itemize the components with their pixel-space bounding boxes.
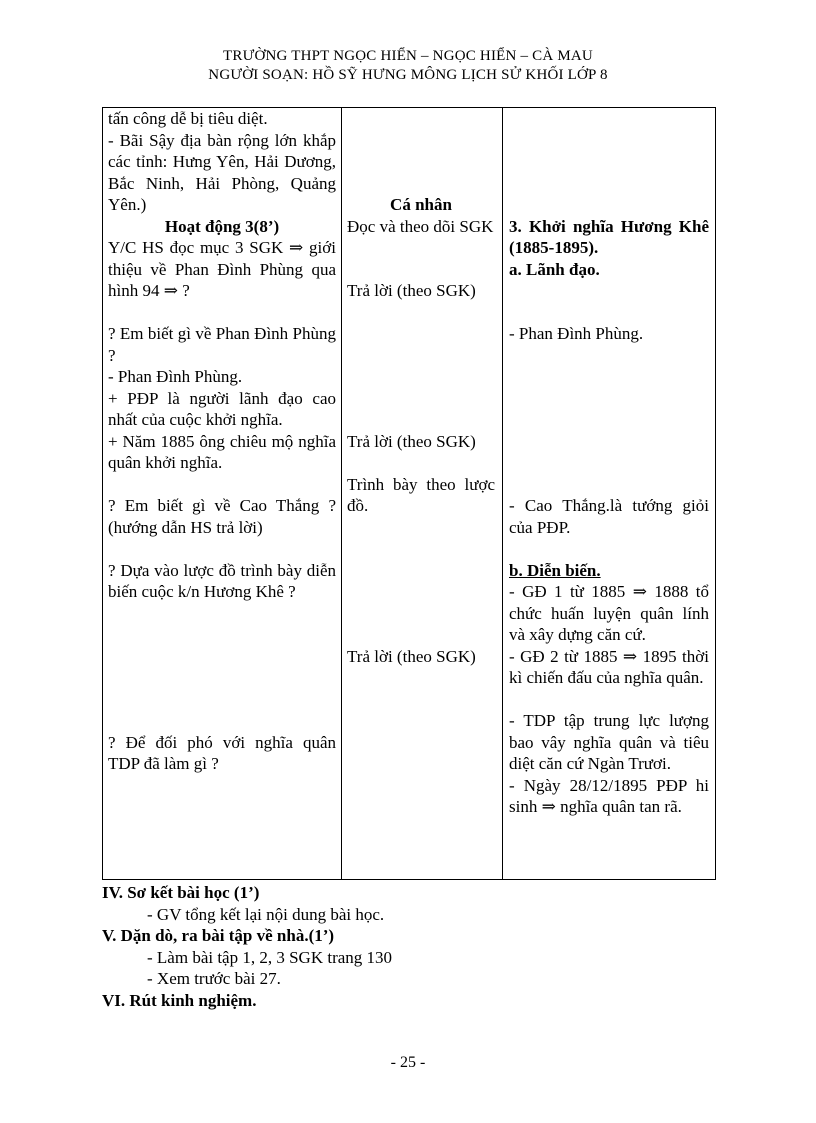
question: ? Để đối phó với nghĩa quân TDP đã làm gì ? bbox=[108, 732, 336, 773]
text-line: - Làm bài tập 1, 2, 3 SGK trang 130 bbox=[147, 947, 393, 967]
text-line: - GV tổng kết lại nội dung bài học. bbox=[147, 904, 385, 924]
subsection-heading: a. Lãnh đạo. bbox=[509, 259, 600, 279]
text-block: Y/C HS đọc mục 3 SGK ⇒ giới thiệu về Phan Đình Phùng qua hình 94 ⇒ ? bbox=[108, 238, 336, 300]
subsection-heading: b. Diễn biến. bbox=[509, 560, 601, 580]
text-line: - Phan Đình Phùng. bbox=[509, 324, 644, 343]
text-block: - Bãi Sậy địa bàn rộng lớn khắp các tỉnh: Hưng Yên, Hải Dương, Bắc Ninh, Hải Phòng, Quảng Yên.) bbox=[108, 130, 336, 214]
mode-heading: Cá nhân bbox=[390, 195, 452, 214]
text-block: - GĐ 1 từ 1885 ⇒ 1888 tổ chức huấn luyện quân lính và xây dựng căn cứ. bbox=[509, 582, 709, 644]
lesson-table bbox=[102, 107, 716, 880]
lesson-closing bbox=[102, 882, 722, 1011]
section-review-heading: VI. Rút kinh nghiệm. bbox=[102, 990, 257, 1010]
activity-heading: Hoạt động 3(8’) bbox=[164, 216, 280, 236]
header-school: TRƯỜNG THPT NGỌC HIỂN – NGỌC HIỂN – CÀ MAU bbox=[223, 48, 593, 64]
page-number: - 25 - bbox=[390, 1054, 426, 1071]
section-heading: 3. Khởi nghĩa Hương Khê (1885-1895). bbox=[509, 216, 709, 257]
question: ? Em biết gì về Phan Đình Phùng ? bbox=[108, 324, 336, 365]
page-header bbox=[0, 47, 816, 85]
teacher-activity-column bbox=[108, 108, 336, 775]
text-block: Trình bày theo lược đồ. bbox=[347, 474, 495, 515]
question: ? Dựa vào lược đồ trình bày diễn biến cuộc k/n Hương Khê ? bbox=[108, 560, 336, 601]
text-block: Trả lời (theo SGK) bbox=[347, 281, 476, 300]
text-block: + Năm 1885 ông chiêu mộ nghĩa quân khởi nghĩa. bbox=[108, 431, 336, 472]
text-block: - Ngày 28/12/1895 PĐP hi sinh ⇒ nghĩa quân tan rã. bbox=[509, 775, 709, 816]
header-author: NGƯỜI SOẠN: HỒ SỸ HƯNG MÔNG LỊCH SỬ KHỐI LỚP 8 bbox=[208, 67, 608, 83]
text-line: - Xem trước bài 27. bbox=[147, 969, 281, 988]
text-line: - Phan Đình Phùng. bbox=[108, 367, 243, 386]
text-block: Trả lời (theo SGK) bbox=[347, 431, 476, 451]
section-summary-heading: IV. Sơ kết bài học (1’) bbox=[102, 883, 260, 902]
text-block: Trả lời (theo SGK) bbox=[347, 646, 476, 666]
text-line: tấn công dễ bị tiêu diệt. bbox=[108, 109, 268, 128]
text-block: - TDP tập trung lực lượng bao vây nghĩa quân và tiêu diệt căn cứ Ngàn Trươi. bbox=[509, 711, 709, 773]
text-block: Đọc và theo dõi SGK bbox=[347, 216, 494, 236]
column-divider-1 bbox=[341, 108, 342, 879]
question: ? Em biết gì về Cao Thắng ? (hướng dẫn HS trả lời) bbox=[108, 496, 336, 537]
text-block: - Cao Thắng.là tướng giỏi của PĐP. bbox=[509, 496, 709, 537]
section-homework-heading: V. Dặn dò, ra bài tập về nhà.(1’) bbox=[102, 926, 335, 945]
text-block: + PĐP là người lãnh đạo cao nhất của cuộc khởi nghĩa. bbox=[108, 388, 336, 429]
content-column bbox=[509, 108, 709, 818]
student-activity-column bbox=[347, 108, 495, 667]
text-block: - GĐ 2 từ 1885 ⇒ 1895 thời kì chiến đấu của nghĩa quân. bbox=[509, 646, 709, 687]
column-divider-2 bbox=[502, 108, 503, 879]
